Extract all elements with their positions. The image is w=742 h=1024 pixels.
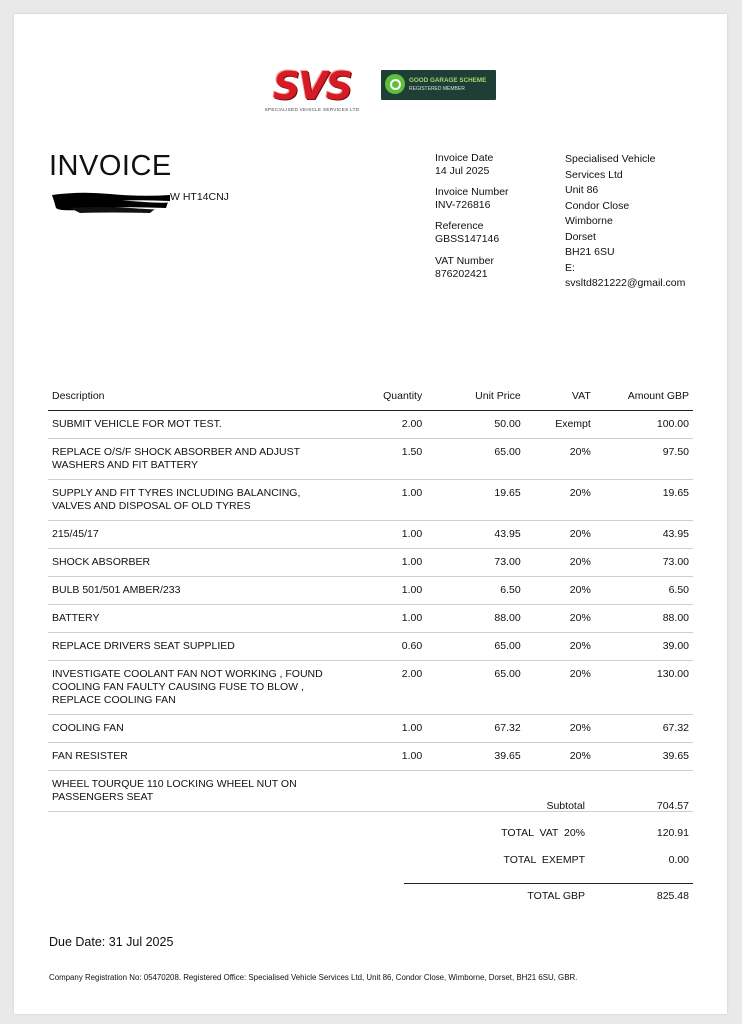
due-date: Due Date: 31 Jul 2025 bbox=[49, 935, 174, 949]
row-unit-price: 65.00 bbox=[426, 633, 524, 661]
row-description: WHEEL TOURQUE 110 LOCKING WHEEL NUT ON PASSENGERS SEAT bbox=[48, 771, 341, 812]
company-email: svsltd821222@gmail.com bbox=[565, 277, 686, 289]
invoice-number-value: INV-726816 bbox=[435, 199, 491, 211]
address-line: Dorset bbox=[565, 230, 596, 243]
header-vat: VAT bbox=[525, 384, 595, 411]
row-description: 215/45/17 bbox=[48, 521, 341, 549]
row-quantity: 1.00 bbox=[341, 715, 426, 743]
row-amount: 88.00 bbox=[595, 605, 693, 633]
row-unit-price: 43.95 bbox=[426, 521, 524, 549]
table-row bbox=[48, 521, 693, 549]
table-row bbox=[48, 633, 693, 661]
table-row bbox=[48, 549, 693, 577]
subtotal-label: Subtotal bbox=[546, 800, 585, 812]
table-header-row bbox=[48, 384, 693, 411]
header-quantity: Quantity bbox=[341, 384, 426, 411]
total-vat-row bbox=[404, 827, 693, 854]
header-unit-price: Unit Price bbox=[426, 384, 524, 411]
line-items-table bbox=[48, 384, 693, 812]
row-unit-price: 65.00 bbox=[426, 439, 524, 480]
row-quantity: 1.50 bbox=[341, 439, 426, 480]
footer-registration: Company Registration No: 05470208. Registered Office: Specialised Vehicle Services Ltd, Unit 86, Condor Close, Wimborne, Dorset, BH21 6SU, GBR. bbox=[49, 973, 578, 982]
row-vat: Exempt bbox=[525, 411, 595, 439]
address-line: Services Ltd bbox=[565, 168, 623, 181]
row-vat: 20% bbox=[525, 661, 595, 715]
row-description: BATTERY bbox=[48, 605, 341, 633]
svs-logo-text: SVS bbox=[272, 64, 352, 108]
invoice-page bbox=[14, 14, 727, 1014]
row-unit-price: 19.65 bbox=[426, 480, 524, 521]
row-amount: 100.00 bbox=[595, 411, 693, 439]
row-quantity: 1.00 bbox=[341, 605, 426, 633]
row-vat: 20% bbox=[525, 715, 595, 743]
total-exempt-row bbox=[404, 854, 693, 881]
invoice-number-block bbox=[435, 186, 555, 212]
row-amount: 43.95 bbox=[595, 521, 693, 549]
totals-block bbox=[404, 800, 693, 917]
invoice-date-label: Invoice Date bbox=[435, 152, 494, 164]
row-amount: 39.00 bbox=[595, 633, 693, 661]
row-amount: 67.32 bbox=[595, 715, 693, 743]
row-description: FAN RESISTER bbox=[48, 743, 341, 771]
total-vat-value: 120.91 bbox=[656, 827, 689, 839]
row-vat: 20% bbox=[525, 521, 595, 549]
row-unit-price: 6.50 bbox=[426, 577, 524, 605]
row-quantity: 1.00 bbox=[341, 577, 426, 605]
table-row bbox=[48, 577, 693, 605]
header-amount: Amount GBP bbox=[595, 384, 693, 411]
total-exempt-label: TOTAL EXEMPT bbox=[503, 854, 585, 866]
row-vat: 20% bbox=[525, 549, 595, 577]
total-vat-label: TOTAL VAT 20% bbox=[501, 827, 585, 839]
total-gbp-label: TOTAL GBP bbox=[527, 890, 585, 902]
table-row bbox=[48, 411, 693, 439]
table-row bbox=[48, 439, 693, 480]
row-unit-price: 50.00 bbox=[426, 411, 524, 439]
row-quantity: 2.00 bbox=[341, 661, 426, 715]
svs-logo-subtitle: SPECIALISED VEHICLE SERVICES LTD bbox=[264, 107, 360, 112]
total-exempt-value: 0.00 bbox=[668, 854, 689, 866]
ggs-badge-line1: GOOD GARAGE SCHEME bbox=[409, 77, 487, 84]
vat-number-label: VAT Number bbox=[435, 255, 494, 267]
header-description: Description bbox=[48, 384, 341, 411]
total-gbp-row bbox=[404, 883, 693, 917]
reference-value: GBSS147146 bbox=[435, 233, 500, 245]
address-line: Unit 86 bbox=[565, 184, 599, 196]
row-unit-price: 39.65 bbox=[426, 743, 524, 771]
company-address bbox=[565, 152, 715, 292]
row-vat: 20% bbox=[525, 577, 595, 605]
row-unit-price: 65.00 bbox=[426, 661, 524, 715]
subtotal-value: 704.57 bbox=[656, 800, 689, 812]
table-row bbox=[48, 480, 693, 521]
table-row bbox=[48, 661, 693, 715]
row-unit-price: 67.32 bbox=[426, 715, 524, 743]
row-amount: 39.65 bbox=[595, 743, 693, 771]
row-quantity: 2.00 bbox=[341, 411, 426, 439]
good-garage-scheme-badge bbox=[381, 70, 496, 100]
row-unit-price: 73.00 bbox=[426, 549, 524, 577]
invoice-number-label: Invoice Number bbox=[435, 186, 509, 198]
total-gbp-value: 825.48 bbox=[656, 890, 689, 902]
svs-logo bbox=[247, 66, 377, 118]
row-description: COOLING FAN bbox=[48, 715, 341, 743]
address-line: BH21 6SU bbox=[565, 246, 615, 258]
row-quantity: 0.60 bbox=[341, 633, 426, 661]
table-row bbox=[48, 715, 693, 743]
row-amount: 73.00 bbox=[595, 549, 693, 577]
ggs-badge-line2: REGISTERED MEMBER bbox=[409, 86, 465, 92]
row-description: SUBMIT VEHICLE FOR MOT TEST. bbox=[48, 411, 341, 439]
row-quantity: 1.00 bbox=[341, 549, 426, 577]
subtotal-row bbox=[404, 800, 693, 827]
row-vat: 20% bbox=[525, 743, 595, 771]
table-row bbox=[48, 605, 693, 633]
row-description: REPLACE O/S/F SHOCK ABSORBER AND ADJUST WASHERS AND FIT BATTERY bbox=[48, 439, 341, 480]
row-description: REPLACE DRIVERS SEAT SUPPLIED bbox=[48, 633, 341, 661]
invoice-title: INVOICE bbox=[49, 150, 172, 182]
row-amount: 19.65 bbox=[595, 480, 693, 521]
invoice-date-block bbox=[435, 152, 555, 178]
row-description: BULB 501/501 AMBER/233 bbox=[48, 577, 341, 605]
row-quantity: 1.00 bbox=[341, 480, 426, 521]
vat-number-block bbox=[435, 255, 555, 281]
row-vat: 20% bbox=[525, 480, 595, 521]
vat-number-value: 876202421 bbox=[435, 268, 488, 280]
row-vat: 20% bbox=[525, 605, 595, 633]
table-row bbox=[48, 743, 693, 771]
address-line: Wimborne bbox=[565, 215, 613, 227]
row-amount: 6.50 bbox=[595, 577, 693, 605]
redaction-mark bbox=[50, 189, 172, 215]
address-line: E: bbox=[565, 261, 575, 274]
row-amount: 97.50 bbox=[595, 439, 693, 480]
row-quantity: 1.00 bbox=[341, 521, 426, 549]
reference-block bbox=[435, 220, 555, 246]
reference-label: Reference bbox=[435, 220, 484, 232]
invoice-date-value: 14 Jul 2025 bbox=[435, 165, 490, 177]
row-description: INVESTIGATE COOLANT FAN NOT WORKING , FOUND COOLING FAN FAULTY CAUSING FUSE TO BLOW , REPLACE COOLING FAN bbox=[48, 661, 341, 715]
row-vat: 20% bbox=[525, 439, 595, 480]
row-description: SHOCK ABSORBER bbox=[48, 549, 341, 577]
row-unit-price: 88.00 bbox=[426, 605, 524, 633]
row-quantity: 1.00 bbox=[341, 743, 426, 771]
row-description: SUPPLY AND FIT TYRES INCLUDING BALANCING, VALVES AND DISPOSAL OF OLD TYRES bbox=[48, 480, 341, 521]
address-line: Specialised Vehicle bbox=[565, 153, 656, 165]
ggs-check-icon bbox=[385, 74, 405, 94]
row-vat: 20% bbox=[525, 633, 595, 661]
address-line: Condor Close bbox=[565, 199, 630, 212]
row-amount: 130.00 bbox=[595, 661, 693, 715]
customer-vehicle-plate: W HT14CNJ bbox=[170, 191, 229, 203]
